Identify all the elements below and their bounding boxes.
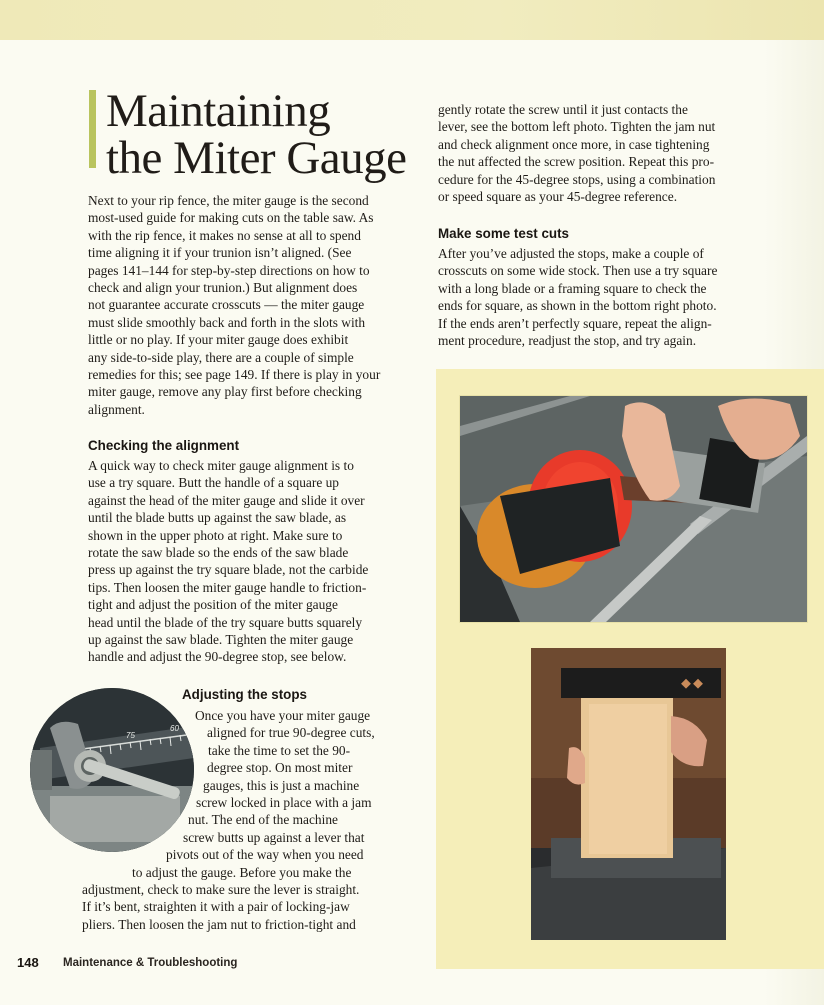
text-line: check and align your trunion.) But alignment does: [88, 280, 358, 296]
adjusting-stops-paragraph: [0, 707, 400, 933]
text-line: and check alignment once more, in case tightening: [438, 136, 710, 152]
text-line: any side-to-side play, there are a couple of simple: [88, 349, 354, 365]
text-line: crosscuts on some wide stock. Then use a try square: [438, 263, 718, 279]
text-line: most-used guide for making cuts on the table saw. As: [88, 210, 374, 226]
test-cuts-heading: Make some test cuts: [438, 226, 569, 241]
text-line: gently rotate the screw until it just contacts the: [438, 102, 688, 117]
text-line: use a try square. Butt the handle of a square up: [88, 475, 339, 491]
text-line: Next to your rip fence, the miter gauge is the second: [88, 193, 369, 208]
title-line-2: the Miter Gauge: [106, 132, 407, 184]
test-cut-square-check-photo: [531, 648, 726, 940]
text-line: adjustment, check to make sure the lever is straight.: [82, 882, 360, 898]
text-line: or speed square as your 45-degree reference.: [438, 189, 678, 205]
text-line: After you’ve adjusted the stops, make a couple of: [438, 246, 704, 261]
table-saw-alignment-illustration: [460, 396, 807, 622]
intro-paragraph: [88, 192, 380, 418]
text-line: lever, see the bottom left photo. Tighten the jam nut: [438, 119, 716, 135]
text-line: with a long blade or a framing square to check the: [438, 280, 707, 296]
text-line: pivots out of the way when you need: [166, 847, 364, 863]
text-line: handle and adjust the 90-degree stop, see below.: [88, 649, 347, 665]
text-line: to adjust the gauge. Before you make the: [132, 864, 352, 880]
text-line: aligned for true 90-degree cuts,: [207, 725, 375, 741]
checking-alignment-paragraph: [88, 457, 368, 666]
try-square-alignment-photo: [460, 396, 807, 622]
text-line: If the ends aren’t perfectly square, repeat the align-: [438, 315, 712, 331]
text-line: until the blade butts up against the saw blade, as: [88, 510, 347, 526]
page-title: [106, 85, 436, 184]
text-line: take the time to set the 90-: [208, 742, 351, 758]
scale-label-75: 75: [126, 731, 135, 740]
text-line: If it’s bent, straighten it with a pair of locking-jaw: [82, 899, 350, 915]
text-line: nut. The end of the machine: [188, 812, 338, 828]
page-number: 148: [17, 955, 39, 970]
right-column-paragraph: [438, 101, 715, 205]
text-line: A quick way to check miter gauge alignment is to: [88, 458, 354, 473]
text-line: head until the blade of the try square butts squarely: [88, 614, 363, 630]
text-line: tight and adjust the position of the miter gauge: [88, 597, 338, 613]
title-accent-bar: [89, 90, 96, 168]
title-line-1: Maintaining: [106, 85, 331, 137]
text-line: ment procedure, readjust the stop, and try again.: [438, 333, 697, 349]
text-line: tips. Then loosen the miter gauge handle to friction-: [88, 579, 367, 595]
text-line: time aligning it if your trunion isn’t aligned. (See: [88, 245, 352, 261]
text-line: against the head of the miter gauge and slide it over: [88, 492, 365, 508]
text-line: screw butts up against a lever that: [183, 829, 365, 845]
text-line: up against the saw blade. Tighten the miter gauge: [88, 632, 354, 648]
text-line: cedure for the 45-degree stops, using a combination: [438, 171, 716, 187]
test-cuts-paragraph: [438, 245, 717, 349]
running-footer-section: Maintenance & Troubleshooting: [63, 957, 238, 969]
text-line: Once you have your miter gauge: [195, 708, 371, 723]
text-line: alignment.: [88, 401, 145, 417]
text-line: must slide smoothly back and forth in the slots with: [88, 314, 366, 330]
scale-label-60: 60: [170, 724, 179, 733]
text-line: with the rip fence, it makes no sense at all to spend: [88, 227, 361, 243]
text-line: screw locked in place with a jam: [196, 795, 372, 811]
board-square-check-illustration: [531, 648, 726, 940]
text-line: shown in the upper photo at right. Make sure to: [88, 527, 343, 543]
text-line: pages 141–144 for step-by-step directions on how to: [88, 262, 370, 278]
text-line: little or no play. If your miter gauge does exhibit: [88, 332, 349, 348]
text-line: the nut affected the screw position. Repeat this pro-: [438, 154, 715, 170]
top-color-band: [0, 0, 824, 40]
text-line: not guarantee accurate crosscuts — the miter gauge: [88, 297, 365, 313]
checking-alignment-heading: Checking the alignment: [88, 438, 240, 453]
text-line: miter gauge, remove any play first before checking: [88, 384, 362, 400]
text-line: pliers. Then loosen the jam nut to friction-tight and: [82, 916, 356, 932]
text-line: remedies for this; see page 149. If there is play in your: [88, 367, 381, 383]
text-line: gauges, this is just a machine: [203, 777, 360, 793]
text-line: ends for square, as shown in the bottom right photo.: [438, 298, 717, 314]
text-line: rotate the saw blade so the ends of the saw blade: [88, 545, 349, 561]
text-line: press up against the try square blade, not the carbide: [88, 562, 369, 578]
text-line: degree stop. On most miter: [207, 760, 353, 776]
adjusting-stops-heading: Adjusting the stops: [182, 687, 307, 702]
